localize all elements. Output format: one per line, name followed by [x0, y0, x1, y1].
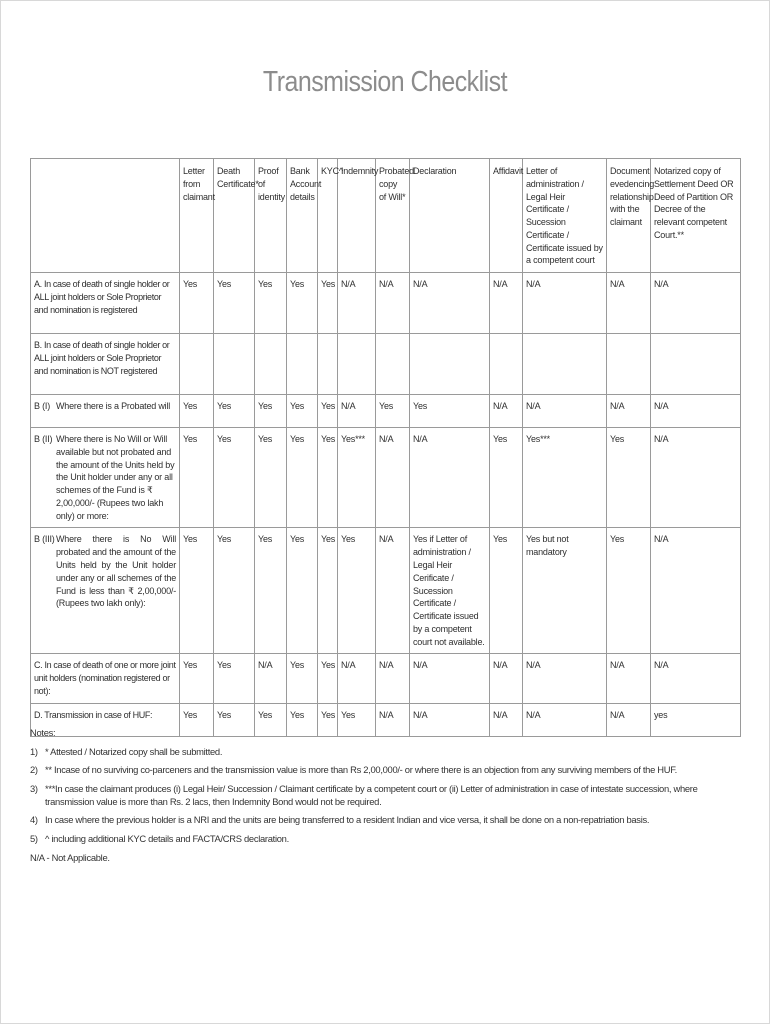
table-cell: Yes	[214, 273, 255, 334]
notes-heading: Notes:	[30, 727, 56, 738]
row-label	[31, 395, 180, 428]
table-cell: N/A	[523, 703, 607, 736]
table-cell: N/A	[607, 395, 651, 428]
table-cell: N/A	[523, 395, 607, 428]
table-cell	[180, 334, 214, 395]
table-cell: N/A	[376, 654, 410, 703]
column-header-affidavit: Affidavit	[490, 159, 523, 273]
page-title: Transmission Checklist	[262, 66, 508, 98]
note-item	[30, 814, 742, 827]
table-cell: Yes	[490, 428, 523, 528]
note-item	[30, 746, 742, 759]
column-header-declaration: Declaration	[410, 159, 490, 273]
column-header-bank-account-details: Bank Account details	[287, 159, 318, 273]
table-cell	[287, 334, 318, 395]
table-cell: N/A	[651, 654, 741, 703]
row-label: A. In case of death of single holder or ALL joint holders or Sole Proprietor and nomination is registered	[31, 273, 180, 334]
table-cell	[410, 334, 490, 395]
table-cell: Yes	[255, 273, 287, 334]
note-text: ^ including additional KYC details and FACTA/CRS declaration.	[45, 833, 289, 845]
note-footer	[30, 852, 742, 865]
table-cell: N/A	[338, 395, 376, 428]
column-header-kyc: KYC^	[318, 159, 338, 273]
table-cell	[255, 334, 287, 395]
note-number: 1)	[30, 745, 38, 757]
table-cell: Yes	[180, 428, 214, 528]
table-cell: Yes	[607, 528, 651, 654]
table-cell: Yes	[287, 528, 318, 654]
table-row	[31, 273, 741, 334]
table-cell: Yes***	[523, 428, 607, 528]
note-item	[30, 764, 742, 777]
table-cell: Yes	[255, 528, 287, 654]
table-cell	[523, 334, 607, 395]
table-cell: Yes	[214, 395, 255, 428]
table-cell: N/A	[376, 428, 410, 528]
table-cell	[376, 334, 410, 395]
table-cell: Yes***	[338, 428, 376, 528]
table-cell: Yes	[180, 703, 214, 736]
table-cell: Yes	[180, 528, 214, 654]
row-label	[31, 428, 180, 528]
table-cell: N/A	[490, 395, 523, 428]
table-cell: N/A	[607, 654, 651, 703]
notes-section	[30, 727, 742, 871]
table-cell: Yes	[287, 428, 318, 528]
note-item	[30, 833, 742, 846]
table-cell: N/A	[338, 654, 376, 703]
table-cell	[338, 334, 376, 395]
note-number: 3)	[30, 783, 38, 795]
table-cell: N/A	[376, 703, 410, 736]
note-text: ** Incase of no surviving co-parceners and the transmission value is more than Rs 2,00,000/- or where there is an objection from any surviving members of the HUF.	[45, 764, 677, 776]
table-cell: N/A	[651, 528, 741, 654]
table-cell: N/A	[376, 273, 410, 334]
note-number: 5)	[30, 833, 38, 845]
table-row	[31, 395, 741, 428]
table-cell: N/A	[607, 273, 651, 334]
table-cell: N/A	[523, 654, 607, 703]
table-cell: N/A	[490, 703, 523, 736]
table-row	[31, 654, 741, 703]
row-code: B (I)	[34, 401, 50, 412]
table-cell: Yes	[318, 528, 338, 654]
table-cell: N/A	[651, 273, 741, 334]
table-cell: N/A	[410, 428, 490, 528]
table-cell: yes	[651, 703, 741, 736]
table-cell: Yes	[376, 395, 410, 428]
column-header-death-certificate: Death Certificate*	[214, 159, 255, 273]
table-cell: Yes	[338, 703, 376, 736]
table-cell: Yes	[255, 395, 287, 428]
table-cell: Yes	[318, 273, 338, 334]
table-row	[31, 428, 741, 528]
note-text: ***In case the claimant produces (i) Legal Heir/ Succession / Claimant certificate by a competent court or (ii) Letter of administration in case of intestate succession, where transmission value is more than Rs. 2 lacs, then Indemnity Bond would not be required.	[45, 783, 698, 807]
table-cell: Yes	[255, 428, 287, 528]
table-cell: Yes	[490, 528, 523, 654]
column-header-blank	[31, 159, 180, 273]
column-header-indemnity: Indemnity	[338, 159, 376, 273]
column-header-proof-of-identity: Proof of identity	[255, 159, 287, 273]
table-cell: Yes	[214, 528, 255, 654]
table-cell: Yes	[180, 654, 214, 703]
table-cell: N/A	[651, 428, 741, 528]
table-cell	[318, 334, 338, 395]
table-cell: Yes	[287, 395, 318, 428]
row-code: B (II)	[34, 434, 53, 445]
table-cell: Yes	[214, 703, 255, 736]
not-applicable-legend: N/A - Not Applicable.	[30, 851, 110, 863]
column-header-letter-of-administration: Letter of administration / Legal Heir Certificate / Sucession Certificate / Certificate issued by a competent court	[523, 159, 607, 273]
table-cell	[490, 334, 523, 395]
table-cell: Yes	[180, 395, 214, 428]
column-header-notarized-deed: Notarized copy of Settlement Deed OR Deed of Partition OR Decree of the relevant competent Court.**	[651, 159, 741, 273]
header-row	[31, 159, 741, 273]
table-cell: Yes	[607, 428, 651, 528]
table-cell: Yes	[214, 654, 255, 703]
row-description: Where there is a Probated will	[56, 401, 171, 412]
table-cell: Yes	[318, 428, 338, 528]
table-cell: Yes	[318, 654, 338, 703]
note-number: 4)	[30, 814, 38, 826]
transmission-checklist-table	[30, 158, 741, 737]
table-cell: Yes if Letter of administration / Legal Heir Cerificate / Sucession Certificate / Certificate issued by a competent court not available.	[410, 528, 490, 654]
table-cell: N/A	[376, 528, 410, 654]
table-cell: Yes	[318, 395, 338, 428]
table-cell	[214, 334, 255, 395]
table-cell: Yes but not mandatory	[523, 528, 607, 654]
table-cell: N/A	[523, 273, 607, 334]
note-text: * Attested / Notarized copy shall be submitted.	[45, 745, 223, 757]
table-cell: N/A	[410, 273, 490, 334]
column-header-letter-from-claimant: Letter from claimant	[180, 159, 214, 273]
table-cell: N/A	[607, 703, 651, 736]
row-label: C. In case of death of one or more joint unit holders (nomination registered or not):	[31, 654, 180, 703]
note-number: 2)	[30, 764, 38, 776]
table-cell: N/A	[490, 273, 523, 334]
table-cell: Yes	[255, 703, 287, 736]
table-cell: Yes	[318, 703, 338, 736]
table-cell: N/A	[338, 273, 376, 334]
table-cell: Yes	[287, 703, 318, 736]
row-label: B. In case of death of single holder or ALL joint holders or Sole Proprietor and nomination is NOT registered	[31, 334, 180, 395]
row-label	[31, 528, 180, 654]
table-cell: Yes	[214, 428, 255, 528]
table-cell: Yes	[180, 273, 214, 334]
column-header-relationship-document: Document evedencing relationship with the claimant	[607, 159, 651, 273]
table-cell	[651, 334, 741, 395]
note-text: In case where the previous holder is a NRI and the units are being transferred to a resident Indian and vice versa, it shall be done on a non-repatriation basis.	[45, 814, 650, 826]
table-cell: Yes	[287, 273, 318, 334]
table-cell: N/A	[255, 654, 287, 703]
table-cell: N/A	[490, 654, 523, 703]
table-row	[31, 528, 741, 654]
row-code: B (III)	[34, 534, 55, 545]
table-cell: N/A	[410, 703, 490, 736]
table-cell: N/A	[410, 654, 490, 703]
table-cell: Yes	[287, 654, 318, 703]
table-cell: N/A	[651, 395, 741, 428]
column-header-probated-will: Probated copy of Will*	[376, 159, 410, 273]
table-cell	[607, 334, 651, 395]
table-row	[31, 334, 741, 395]
table-cell: Yes	[338, 528, 376, 654]
note-item	[30, 783, 742, 808]
row-description: Where there is No Will or Will available but not probated and the amount of the Units held by the Unit holder under any or all schemes of the Fund is ₹ 2,00,000/- (Rupees two lakh only) or more:	[56, 434, 175, 521]
table-cell: Yes	[410, 395, 490, 428]
row-label: D. Transmission in case of HUF:	[31, 703, 180, 736]
row-description: Where there is No Will probated and the amount of the Units held by the Unit holder under any or all schemes of the Fund is less than ₹ 2,00,000/- (Rupees two lakh only):	[56, 534, 176, 609]
